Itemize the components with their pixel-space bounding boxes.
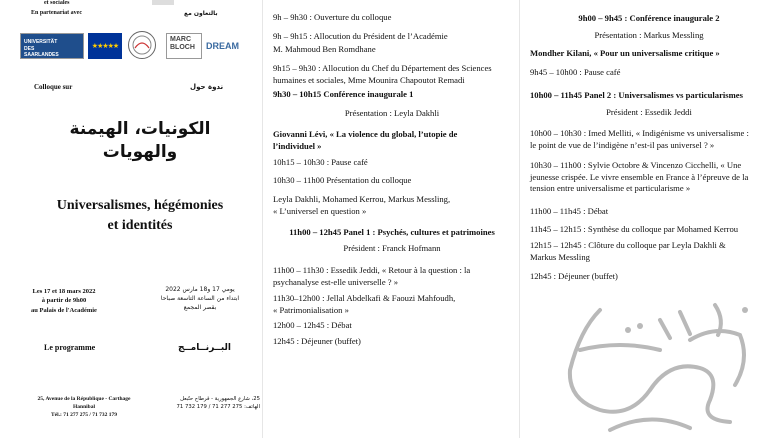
heading-conference-1: 9h30 – 10h15 Conférence inaugurale 1 <box>273 89 414 99</box>
item-pause-1: 10h15 – 10h30 : Pause café <box>273 157 368 167</box>
title-french: Universalismes, hégémonies et identités <box>56 198 224 233</box>
partial-logo <box>152 0 174 5</box>
presentation-2: Présentation : Markus Messling <box>594 30 704 40</box>
item-jeddi: 11h00 – 11h30 : Essedik Jeddi, « Retour à la question : la psychanalyse est-elle universelle ? » <box>273 265 471 287</box>
item-melliti: 10h00 – 10h30 : Imed Melliti, « Indigénisme vs universalisme : le point de vue de l’indigène n’est-il pas universel ? » <box>530 128 749 150</box>
president-panel-2: Président : Essedik Jeddi <box>606 107 692 117</box>
programme-ar: البــرنــامــج <box>178 343 232 353</box>
colloque-fr: Colloque sur <box>34 83 73 91</box>
address-ar: 25، شارع الجمهورية - قرطاج حنّبعل الهاتف: 275 277 71 / 179 732 71 <box>176 396 260 410</box>
item-debat-2: 11h00 – 11h45 : Débat <box>530 206 609 216</box>
header-fr-partner: En partenariat avec <box>31 10 82 16</box>
calligraphy-emblem <box>540 290 770 438</box>
dates-fr: Les 17 et 18 mars 2022 à partir de 9h00 au Palais de l'Académie <box>31 288 97 314</box>
eu-flag-logo: ★★★★★ <box>88 33 122 59</box>
dates-ar: يومي 17 و18 مارس 2022 ابتداء من الساعة التاسعة صباحا بقصر المجمع <box>160 286 240 311</box>
circle-emblem-logo <box>128 31 156 59</box>
item-dejeuner-1: 12h45 : Déjeuner (buffet) <box>273 336 361 346</box>
programme-fr: Le programme <box>44 343 96 352</box>
item-opening: 9h – 9h30 : Ouverture du colloque <box>273 12 392 22</box>
dream-logo: DREAM <box>206 33 244 59</box>
president-panel-1: Président : Franck Hofmann <box>343 243 441 253</box>
item-pause-2: 9h45 – 10h00 : Pause café <box>530 67 621 77</box>
item-debat-1: 12h00 – 12h45 : Débat <box>273 320 352 330</box>
item-cloture: 12h15 – 12h45 : Clôture du colloque par Leyla Dakhli & Markus Messling <box>530 240 726 262</box>
item-patrimonialisation: 11h30–12h00 : Jellal Abdelkafi & Faouzi Mahfoudh, « Patrimonialisation » <box>273 293 456 315</box>
marc-bloch-logo: MARC BLOCH <box>166 33 202 59</box>
item-president-name: M. Mahmoud Ben Romdhane <box>273 44 376 54</box>
item-allocution-president: 9h – 9h15 : Allocution du Président de l’Académie <box>273 31 448 41</box>
title-arabic: الكونيات، الهيمنة والهويات <box>69 119 211 162</box>
presentation-1: Présentation : Leyla Dakhli <box>344 108 440 118</box>
heading-panel-2: 10h00 – 11h45 Panel 2 : Universalismes vs particularismes <box>530 90 743 100</box>
address-fr: 25, Avenue de la République - Carthage Hannibal Tél.: 71 277 275 / 71 732 179 <box>37 396 131 418</box>
item-allocution-chef: 9h15 – 9h30 : Allocution du Chef du Département des Sciences humaines et sociales, Mme Mounira Chapoutot Remadi <box>273 63 492 85</box>
talk-levi: Giovanni Lévi, « La violence du global, l’utopie de l’individuel » <box>273 129 458 151</box>
colloque-ar: ندوة حول <box>190 83 224 91</box>
item-octobre-cicchelli: 10h30 – 11h00 : Sylvie Octobre & Vincenzo Cicchelli, « Une jeunesse crispée. Le vivre ensemble en France à l’épreuve de la tension entre universalisme et particularisme » <box>530 160 749 194</box>
item-speakers-universel: Leyla Dakhli, Mohamed Kerrou, Markus Messling, « L’universel en question » <box>273 194 451 216</box>
talk-kilani: Mondher Kilani, « Pour un universalisme critique » <box>530 48 720 58</box>
fold-line-2 <box>519 0 520 438</box>
saarland-university-logo: UNIVERSITÄT DES SAARLANDES <box>20 33 84 59</box>
fold-line-1 <box>262 0 263 438</box>
item-dejeuner-2: 12h45 : Déjeuner (buffet) <box>530 271 618 281</box>
item-presentation-colloque: 10h30 – 11h00 Présentation du colloque <box>273 175 412 185</box>
header-fr-line1: et sociales <box>44 0 70 6</box>
header-ar-partner: بالتعاون مع <box>184 10 218 17</box>
item-synthese: 11h45 – 12h15 : Synthèse du colloque par Mohamed Kerrou <box>530 224 739 234</box>
heading-panel-1: 11h00 – 12h45 Panel 1 : Psychés, cultures et patrimoines <box>289 227 495 237</box>
heading-conference-2: 9h00 – 9h45 : Conférence inaugurale 2 <box>578 13 720 23</box>
